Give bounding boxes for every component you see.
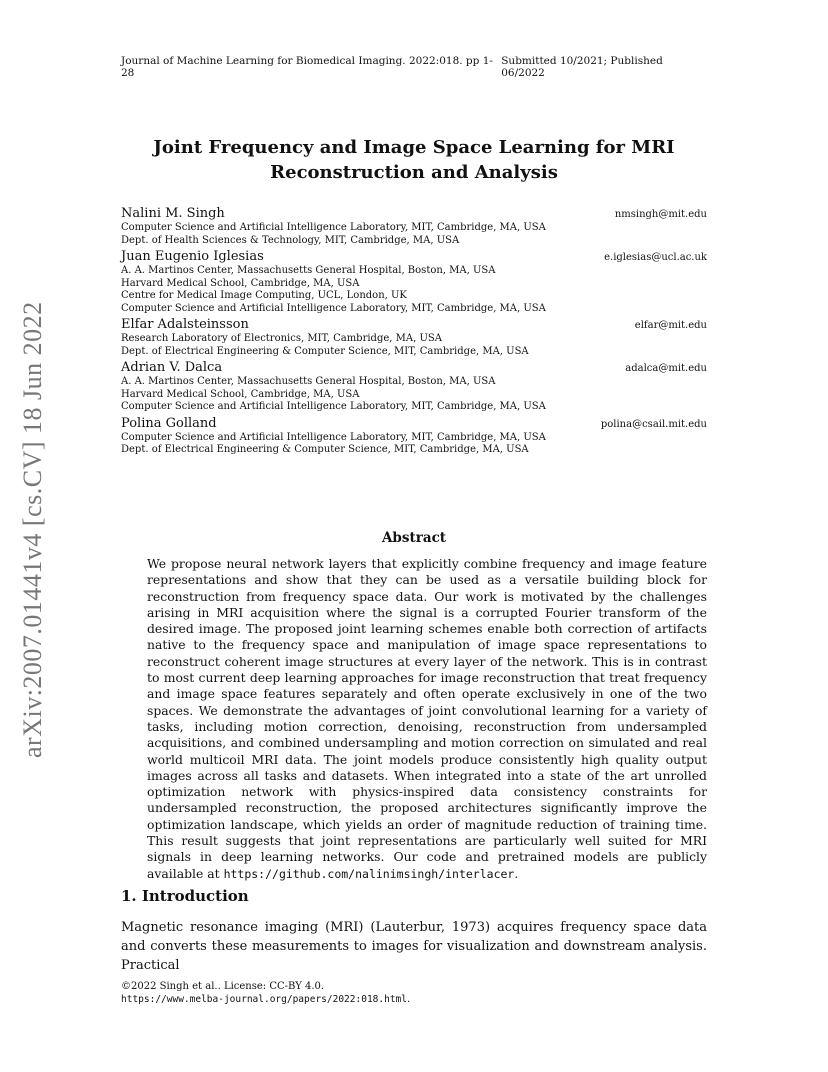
running-head <box>121 55 707 79</box>
author-block <box>121 249 707 315</box>
author-email[interactable]: elfar@mit.edu <box>634 320 707 331</box>
affiliation: Harvard Medical School, Cambridge, MA, USA <box>121 388 360 400</box>
abstract-text <box>147 556 707 882</box>
affiliation: A. A. Martinos Center, Massachusetts General Hospital, Boston, MA, USA <box>121 265 496 276</box>
footer <box>121 980 707 1006</box>
code-link[interactable]: https://github.com/nalinimsingh/interlacer <box>223 866 515 881</box>
author-name: Juan Eugenio Iglesias <box>121 249 264 264</box>
section-heading-introduction: 1. Introduction <box>121 887 249 905</box>
submission-dates: Submitted 10/2021; Published 06/2022 <box>501 55 663 79</box>
affiliation: Research Laboratory of Electronics, MIT, Cambridge, MA, USA <box>121 333 442 344</box>
title-line-2: Reconstruction and Analysis <box>270 162 558 183</box>
author-name: Nalini M. Singh <box>121 206 225 221</box>
introduction-text: Magnetic resonance imaging (MRI) (Lauterbur, 1973) acquires frequency space data and converts these measurements to images for visualization and downstream analysis. Practical <box>121 920 707 973</box>
author-block <box>121 317 707 358</box>
arxiv-stamp: arXiv:2007.01441v4 [cs.CV] 18 Jun 2022 <box>18 301 47 758</box>
affiliation: Computer Science and Artificial Intelligence Laboratory, MIT, Cambridge, MA, USA <box>121 401 546 412</box>
affiliation: Harvard Medical School, Cambridge, MA, USA <box>121 277 360 289</box>
title-line-1: Joint Frequency and Image Space Learning for MRI <box>153 137 675 158</box>
author-email[interactable]: nmsingh@mit.edu <box>614 209 707 220</box>
abstract-paragraph: We propose neural network layers that explicitly combine frequency and image feature representations and show that they can be used as a versatile building block for reconstruction from frequency space data. Our work is motivated by the challenges arising in MRI acquisition where the signal is a corrupted Fourier transform of the desired image. The proposed joint learning schemes enable both correction of artifacts native to the frequency space and manipulation of image space representations to reconstruct coherent image structures at every layer of the network. This is in contrast to most current deep learning approaches for image reconstruction that treat frequency and image space features separately and often operate exclusively in one of the two spaces. We demonstrate the advantages of joint convolutional learning for a variety of tasks, including motion correction, denoising, reconstruction from undersampled acquisitions, and combined undersampling and motion correction on simulated and real world multicoil MRI data. The joint models produce consistently high quality output images across all tasks and datasets. When integrated into a state of the art unrolled optimization network with physics-inspired data consistency constraints for undersampled reconstruction, the proposed architectures significantly improve the optimization landscape, which yields an order of magnitude reduction of training time. This result suggests that joint representations are particularly well suited for MRI signals in deep learning networks. Our code and pretrained models are publicly available at <box>147 556 707 881</box>
author-email[interactable]: adalca@mit.edu <box>625 363 707 374</box>
author-email[interactable]: polina@csail.mit.edu <box>600 418 707 430</box>
affiliation: Dept. of Health Sciences & Technology, MIT, Cambridge, MA, USA <box>121 234 460 246</box>
abstract-end: . <box>514 865 519 881</box>
affiliation: Centre for Medical Image Computing, UCL, London, UK <box>121 290 407 301</box>
affiliation: Dept. of Electrical Engineering & Computer Science, MIT, Cambridge, MA, USA <box>121 444 529 455</box>
affiliation: A. A. Martinos Center, Massachusetts General Hospital, Boston, MA, USA <box>121 376 496 387</box>
author-block <box>121 206 707 247</box>
author-list <box>121 206 707 459</box>
footer-end: . <box>406 994 411 1005</box>
license-note: ©2022 Singh et al.. License: CC-BY 4.0. <box>121 981 325 992</box>
affiliation: Computer Science and Artificial Intelligence Laboratory, MIT, Cambridge, MA, USA <box>121 222 546 233</box>
author-block <box>121 360 707 414</box>
author-block <box>121 416 707 457</box>
affiliation: Dept. of Electrical Engineering & Computer Science, MIT, Cambridge, MA, USA <box>121 345 529 357</box>
affiliation: Computer Science and Artificial Intelligence Laboratory, MIT, Cambridge, MA, USA <box>121 431 546 443</box>
author-name: Polina Golland <box>121 415 217 431</box>
paper-title <box>121 135 707 185</box>
author-name: Adrian V. Dalca <box>121 360 223 375</box>
journal-citation: Journal of Machine Learning for Biomedical Imaging. 2022:018. pp 1-28 <box>121 55 493 79</box>
paper-url-link[interactable]: https://www.melba-journal.org/papers/2022:018.html <box>121 994 407 1005</box>
author-name: Elfar Adalsteinsson <box>121 317 249 332</box>
affiliation: Computer Science and Artificial Intelligence Laboratory, MIT, Cambridge, MA, USA <box>121 302 546 314</box>
author-email[interactable]: e.iglesias@ucl.ac.uk <box>604 252 707 263</box>
abstract-heading: Abstract <box>381 530 447 546</box>
